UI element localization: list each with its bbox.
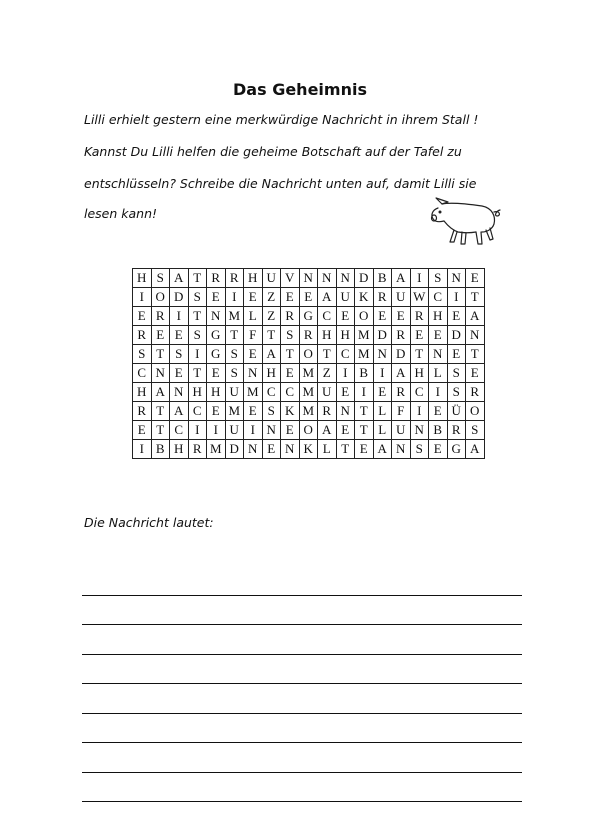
grid-cell: G [447,440,466,459]
grid-cell: A [170,269,189,288]
answer-line[interactable] [82,773,522,803]
grid-cell: I [373,364,392,383]
intro-line-2: Kannst Du Lilli helfen die geheime Botschaft auf der Tafel zu [84,144,462,159]
grid-row [133,288,485,307]
grid-cell: T [355,421,374,440]
intro-line-4: lesen kann! [84,206,158,221]
grid-cell: C [410,383,429,402]
grid-row [133,383,485,402]
grid-cell: H [188,383,207,402]
grid-cell: L [429,364,448,383]
answer-prompt: Die Nachricht lautet: [84,515,214,530]
grid-cell: K [299,440,318,459]
grid-cell: E [336,421,355,440]
grid-cell: T [336,440,355,459]
grid-cell: A [466,307,485,326]
answer-line[interactable] [82,684,522,714]
grid-cell: N [336,402,355,421]
grid-cell: E [170,364,189,383]
grid-row [133,421,485,440]
grid-cell: H [318,326,337,345]
grid-cell: E [410,326,429,345]
grid-cell: B [151,440,170,459]
grid-cell: E [429,402,448,421]
grid-cell: A [466,440,485,459]
grid-cell: L [318,440,337,459]
grid-cell: I [410,402,429,421]
grid-cell: T [466,288,485,307]
grid-cell: R [188,440,207,459]
grid-cell: E [281,364,300,383]
answer-lines [82,566,522,802]
grid-cell: H [133,269,152,288]
grid-cell: R [392,383,411,402]
grid-cell: C [336,345,355,364]
grid-cell: C [429,288,448,307]
grid-cell: T [466,345,485,364]
grid-cell: M [225,402,244,421]
grid-cell: N [318,269,337,288]
answer-line[interactable] [82,625,522,655]
grid-cell: S [170,345,189,364]
answer-line[interactable] [82,596,522,626]
grid-cell: E [207,288,226,307]
grid-cell: E [429,440,448,459]
grid-cell: S [281,326,300,345]
grid-cell: H [336,326,355,345]
grid-cell: T [262,326,281,345]
grid-cell: N [244,440,263,459]
grid-cell: E [244,288,263,307]
grid-cell: M [244,383,263,402]
grid-cell: R [392,326,411,345]
grid-cell: E [447,307,466,326]
grid-cell: E [170,326,189,345]
grid-cell: V [281,269,300,288]
grid-cell: U [336,288,355,307]
grid-cell: S [262,402,281,421]
grid-cell: R [207,269,226,288]
grid-cell: R [373,288,392,307]
grid-cell: Z [318,364,337,383]
grid-cell: E [466,269,485,288]
grid-cell: N [447,269,466,288]
grid-cell: R [133,326,152,345]
grid-cell: F [244,326,263,345]
grid-cell: N [299,269,318,288]
grid-cell: I [355,383,374,402]
grid-cell: T [410,345,429,364]
grid-cell: I [336,364,355,383]
grid-cell: E [151,326,170,345]
grid-cell: E [299,288,318,307]
grid-cell: W [410,288,429,307]
grid-cell: N [244,364,263,383]
grid-cell: E [336,307,355,326]
grid-cell: M [299,364,318,383]
grid-cell: O [299,345,318,364]
grid-cell: E [429,326,448,345]
grid-cell: I [244,421,263,440]
grid-cell: H [170,440,189,459]
grid-cell: D [392,345,411,364]
grid-cell: A [151,383,170,402]
grid-cell: K [355,288,374,307]
grid-cell: I [170,307,189,326]
grid-cell: I [410,269,429,288]
answer-line[interactable] [82,655,522,685]
grid-cell: R [299,326,318,345]
grid-cell: U [225,421,244,440]
grid-cell: S [225,345,244,364]
grid-cell: O [355,307,374,326]
grid-cell: L [244,307,263,326]
grid-cell: O [299,421,318,440]
grid-cell: D [225,440,244,459]
grid-cell: Z [262,307,281,326]
grid-cell: D [373,326,392,345]
grid-cell: U [392,288,411,307]
grid-cell: K [281,402,300,421]
grid-cell: D [447,326,466,345]
grid-cell: E [207,402,226,421]
grid-cell: I [225,288,244,307]
grid-cell: M [355,345,374,364]
grid-row [133,364,485,383]
grid-cell: B [429,421,448,440]
grid-row [133,269,485,288]
grid-cell: H [262,364,281,383]
grid-cell: B [373,269,392,288]
grid-cell: R [318,402,337,421]
grid-cell: C [281,383,300,402]
grid-cell: C [170,421,189,440]
grid-cell: N [262,421,281,440]
grid-cell: E [244,402,263,421]
grid-cell: G [207,326,226,345]
grid-cell: N [170,383,189,402]
grid-cell: I [133,440,152,459]
grid-cell: E [336,383,355,402]
grid-cell: T [188,364,207,383]
grid-cell: H [207,383,226,402]
grid-cell: R [133,402,152,421]
grid-cell: I [188,345,207,364]
grid-cell: M [207,440,226,459]
grid-cell: R [225,269,244,288]
grid-cell: U [225,383,244,402]
grid-cell: S [410,440,429,459]
grid-cell: A [262,345,281,364]
grid-cell: I [447,288,466,307]
grid-cell: G [299,307,318,326]
grid-cell: T [151,345,170,364]
grid-cell: S [151,269,170,288]
grid-cell: A [392,269,411,288]
grid-cell: T [151,421,170,440]
grid-cell: L [373,402,392,421]
grid-cell: E [373,307,392,326]
grid-cell: I [133,288,152,307]
grid-row [133,307,485,326]
grid-cell: U [392,421,411,440]
grid-row [133,440,485,459]
page-title: Das Geheimnis [233,80,367,99]
grid-cell: Ü [447,402,466,421]
grid-cell: A [318,421,337,440]
grid-cell: F [392,402,411,421]
grid-cell: T [281,345,300,364]
grid-cell: D [170,288,189,307]
grid-cell: E [133,307,152,326]
grid-cell: E [207,364,226,383]
grid-cell: N [281,440,300,459]
grid-cell: R [151,307,170,326]
grid-cell: N [373,345,392,364]
grid-cell: E [281,421,300,440]
grid-cell: O [466,402,485,421]
grid-cell: E [355,440,374,459]
grid-cell: T [188,307,207,326]
grid-cell: T [318,345,337,364]
grid-cell: H [133,383,152,402]
grid-cell: H [244,269,263,288]
grid-cell: N [429,345,448,364]
grid-cell: Z [262,288,281,307]
grid-cell: H [410,364,429,383]
grid-cell: S [225,364,244,383]
answer-line[interactable] [82,566,522,596]
grid-cell: M [299,402,318,421]
grid-cell: C [188,402,207,421]
grid-cell: N [336,269,355,288]
grid-cell: A [170,402,189,421]
grid-cell: E [244,345,263,364]
grid-cell: E [373,383,392,402]
grid-cell: T [151,402,170,421]
pig-icon [428,196,504,256]
grid-cell: C [262,383,281,402]
grid-cell: C [318,307,337,326]
grid-cell: I [188,421,207,440]
letter-puzzle-grid [132,268,485,459]
answer-line[interactable] [82,743,522,773]
grid-cell: A [392,364,411,383]
grid-cell: G [207,345,226,364]
grid-cell: M [299,383,318,402]
grid-row [133,402,485,421]
grid-cell: U [318,383,337,402]
grid-cell: M [355,326,374,345]
intro-line-3: entschlüsseln? Schreibe die Nachricht unten auf, damit Lilli sie [84,176,477,191]
grid-cell: T [225,326,244,345]
grid-cell: N [392,440,411,459]
grid-cell: S [188,326,207,345]
grid-cell: A [373,440,392,459]
grid-cell: S [447,383,466,402]
grid-cell: H [429,307,448,326]
grid-cell: T [188,269,207,288]
grid-cell: E [281,288,300,307]
grid-cell: R [466,383,485,402]
grid-cell: L [373,421,392,440]
grid-cell: I [429,383,448,402]
grid-cell: N [207,307,226,326]
grid-cell: R [281,307,300,326]
grid-cell: T [355,402,374,421]
grid-cell: E [447,345,466,364]
grid-cell: N [410,421,429,440]
intro-line-1: Lilli erhielt gestern eine merkwürdige Nachricht in ihrem Stall ! [84,112,479,127]
grid-cell: R [447,421,466,440]
grid-cell: N [466,326,485,345]
grid-cell: O [151,288,170,307]
grid-cell: E [262,440,281,459]
grid-cell: A [318,288,337,307]
grid-cell: C [133,364,152,383]
grid-cell: D [355,269,374,288]
grid-cell: S [133,345,152,364]
answer-line[interactable] [82,714,522,744]
grid-cell: U [262,269,281,288]
grid-cell: E [466,364,485,383]
grid-row [133,326,485,345]
grid-cell: S [188,288,207,307]
grid-cell: R [410,307,429,326]
grid-cell: I [207,421,226,440]
grid-cell: B [355,364,374,383]
grid-cell: E [133,421,152,440]
grid-cell: S [447,364,466,383]
grid-cell: S [466,421,485,440]
grid-row [133,345,485,364]
grid-cell: M [225,307,244,326]
grid-cell: N [151,364,170,383]
grid-cell: E [392,307,411,326]
grid-cell: S [429,269,448,288]
